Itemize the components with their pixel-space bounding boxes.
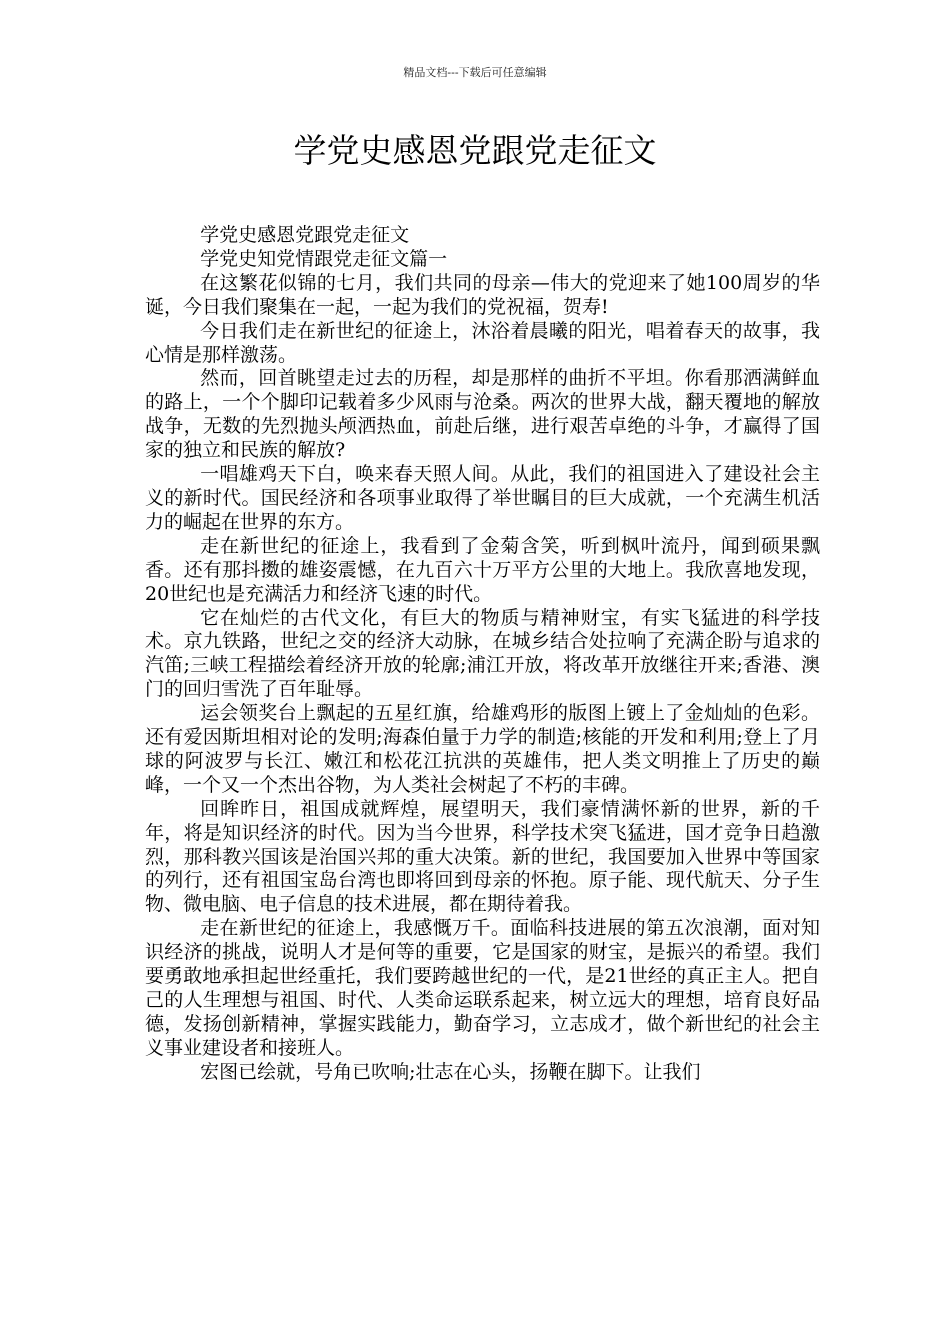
header-note: 精品文档---下载后可任意编辑 bbox=[403, 66, 547, 79]
subtitle-line: 学党史感恩党跟党走征文 bbox=[200, 224, 410, 246]
document-body bbox=[145, 224, 820, 1085]
paragraph: 宏图已绘就，号角已吹响;壮志在心头，扬鞭在脚下。让我们 bbox=[200, 1060, 701, 1083]
paragraph: 一唱雄鸡天下白，唤来春天照人间。从此，我们的祖国进入了建设社会主义的新时代。国民经济和各项事业取得了举世瞩目的巨大成就，一个充满生机活力的崛起在世界的东方。 bbox=[145, 463, 820, 533]
paragraph: 今日我们走在新世纪的征途上，沐浴着晨曦的阳光，唱着春天的故事，我心情是那样激荡。 bbox=[145, 319, 820, 366]
paragraph: 在这繁花似锦的七月，我们共同的母亲—伟大的党迎来了她100周岁的华诞，今日我们聚集在一起，一起为我们的党祝福，贺寿! bbox=[145, 271, 820, 318]
paragraph: 运会领奖台上飘起的五星红旗，给雄鸡形的版图上镀上了金灿灿的色彩。还有爱因斯坦相对论的发明;海森伯量于力学的制造;核能的开发和利用;登上了月球的阿波罗与长江、嫩江和松花江抗洪的英雄伟，把人类文明推上了历史的巅峰，一个又一个杰出谷物，为人类社会树起了不朽的丰碑。 bbox=[145, 702, 820, 796]
paragraph: 回眸昨日，祖国成就辉煌，展望明天，我们豪情满怀新的世界，新的千年，将是知识经济的时代。因为当今世界，科学技术突飞猛进，国才竞争日趋激烈，那科教兴国该是治国兴邦的重大决策。新的世纪，我国要加入世界中等国家的列行，还有祖国宝岛台湾也即将回到母亲的怀抱。原子能、现代航天、分子生物、微电脑、电子信息的技术进展，都在期待着我。 bbox=[145, 797, 820, 916]
paragraph: 走在新世纪的征途上，我看到了金菊含笑，听到枫叶流丹，闻到硕果飘香。还有那抖擞的雄姿震憾，在九百六十万平方公里的大地上。我欣喜地发现，20世纪也是充满活力和经济飞速的时代。 bbox=[145, 534, 820, 605]
document-title: 学党史感恩党跟党走征文 bbox=[293, 131, 657, 170]
paragraph: 走在新世纪的征途上，我感慨万千。面临科技进展的第五次浪潮，面对知识经济的挑战，说明人才是何等的重要，它是国家的财宝，是振兴的希望。我们要勇敢地承担起世经重托，我们要跨越世纪的一代，是21世经的真正主人。把自己的人生理想与祖国、时代、人类命运联系起来，树立远大的理想，培育良好品德，发扬创新精神，掌握实践能力，勤奋学习，立志成才，做个新世纪的社会主义事业建设者和接班人。 bbox=[145, 917, 820, 1059]
paragraph: 它在灿烂的古代文化，有巨大的物质与精神财宝，有实飞猛进的科学技术。京九铁路，世纪之交的经济大动脉，在城乡结合处拉响了充满企盼与追求的汽笛;三峡工程描绘着经济开放的轮廓;浦江开放，将改革开放继往开来;香港、澳门的回归雪洗了百年耻辱。 bbox=[145, 606, 820, 701]
paragraph: 然而，回首眺望走过去的历程，却是那样的曲折不平坦。你看那洒满鲜血的路上，一个个脚印记载着多少风雨与沧桑。两次的世界大战，翻天覆地的解放战争，无数的先烈抛头颅洒热血，前赴后继，进行艰苦卓绝的斗争，才赢得了国家的独立和民族的解放? bbox=[145, 367, 820, 462]
subtitle-line: 学党史知党情跟党走征文篇一 bbox=[200, 247, 448, 270]
